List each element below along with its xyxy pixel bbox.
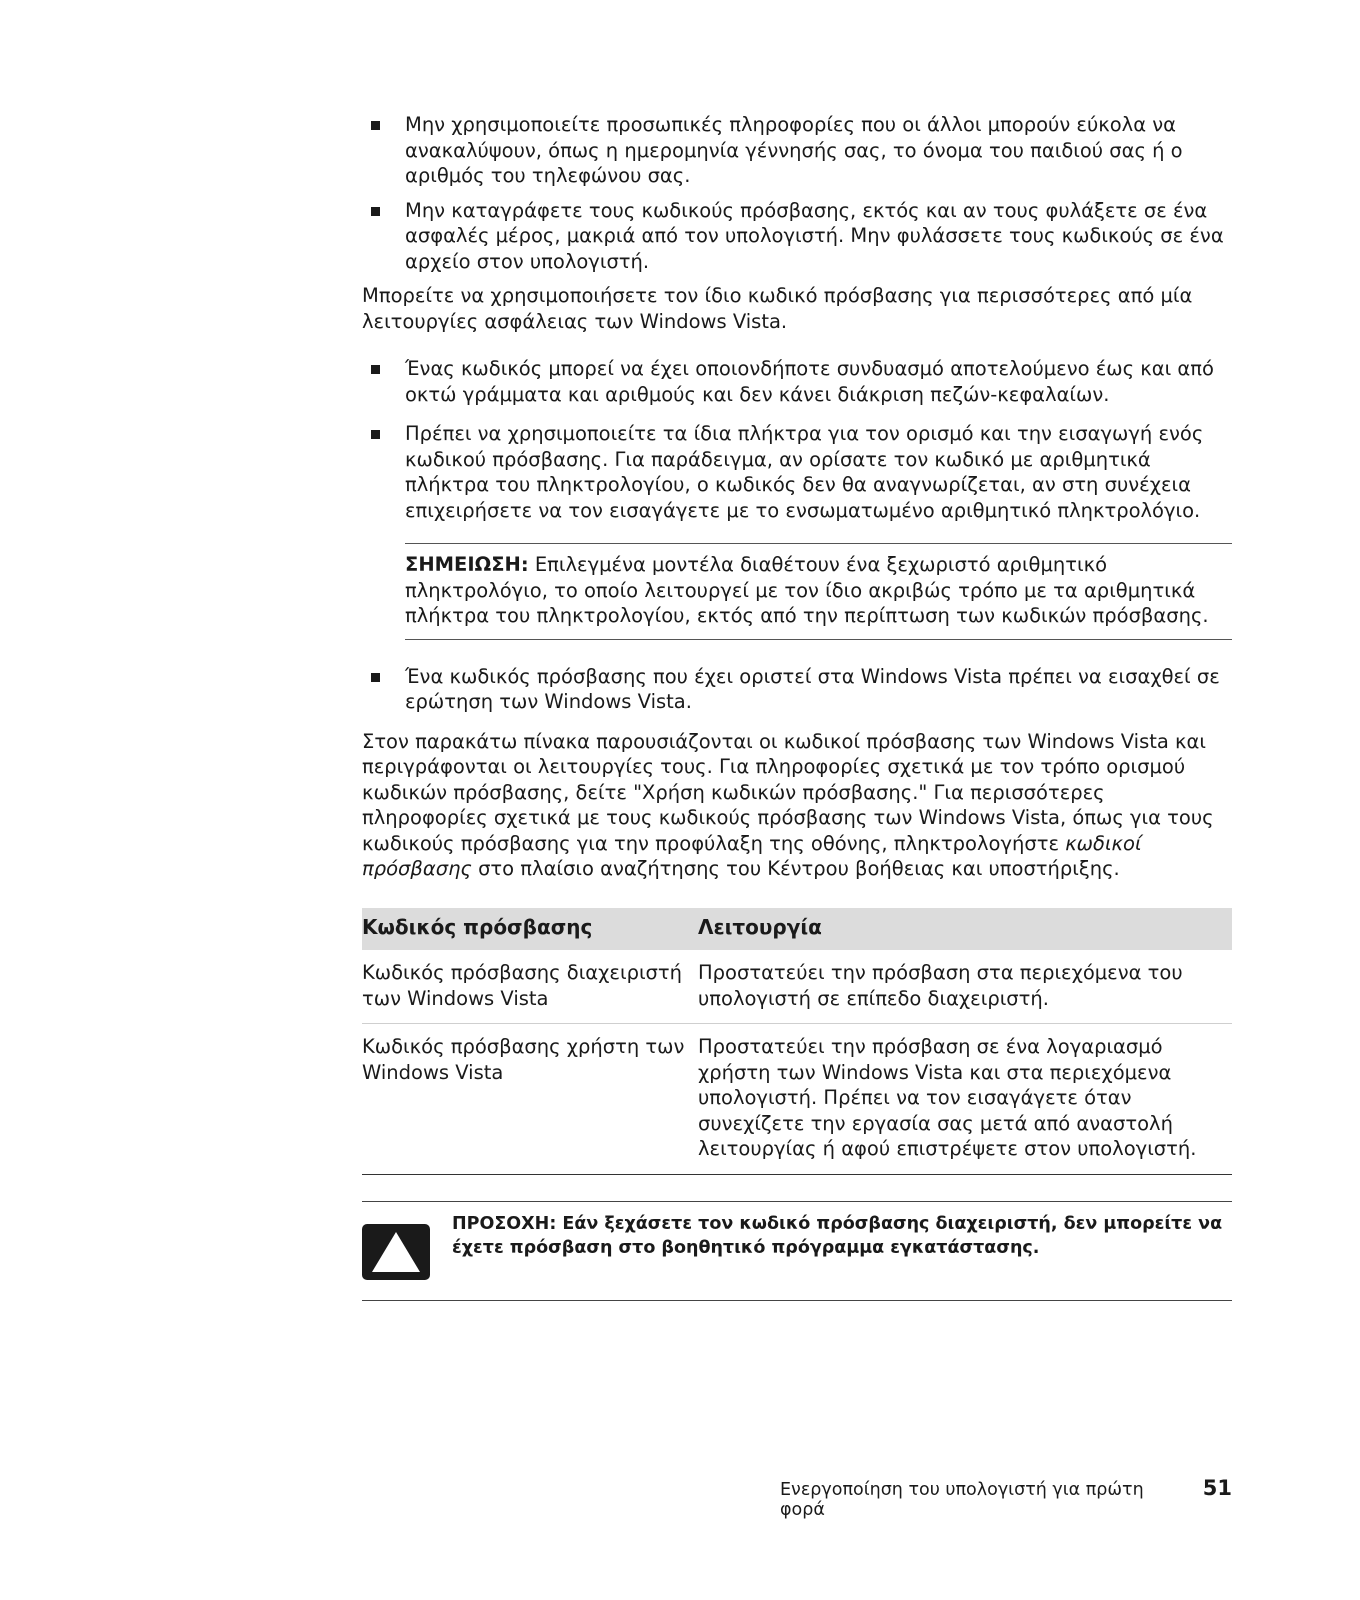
page-footer (780, 1476, 1232, 1520)
square-bullet-icon (371, 430, 380, 439)
list-item-text: Μην χρησιμοποιείτε προσωπικές πληροφορίες που οι άλλοι μπορούν εύκολα να ανακαλύψουν, όπως η ημερομηνία γέννησής σας, το όνομα του παιδιού σας ή ο αριθμός του τηλεφώνου σας. (405, 113, 1183, 187)
list-item (362, 356, 1232, 407)
square-bullet-icon (371, 365, 380, 374)
list-item (362, 664, 1232, 715)
page-number: 51 (1202, 1476, 1232, 1500)
square-bullet-icon (371, 207, 380, 216)
column-header-password: Κωδικός πρόσβασης (362, 908, 698, 951)
table-cell-function: Προστατεύει την πρόσβαση σε ένα λογαριασμό χρήστη των Windows Vista και στα περιεχόμενα υπολογιστή. Πρέπει να τον εισαγάγετε όταν συνεχίζετε την εργασία σας μετά από αναστολή λειτουργίας ή αφού επιστρέψετε στον υπολογιστή. (698, 1024, 1232, 1175)
intro-text-before: Στον παρακάτω πίνακα παρουσιάζονται οι κωδικοί πρόσβασης των Windows Vista και περιγράφονται οι λειτουργίες τους. Για πληροφορίες σχετικά με τον τρόπο ορισμού κωδικών πρόσβασης, δείτε "Χρήση κωδικών πρόσβασης." Για περισσότερες πληροφορίες σχετικά με τους κωδικούς πρόσβασης των Windows Vista, όπως για τους κωδικούς πρόσβασης για την προφύλαξη της οθόνης, πληκτρολογήστε (362, 729, 1214, 855)
list-item-text: Ένας κωδικός μπορεί να έχει οποιονδήποτε συνδυασμό αποτελούμενο έως και από οκτώ γράμματα και αριθμούς και δεν κάνει διάκριση πεζών-κεφαλαίων. (405, 357, 1214, 406)
list-item-text: Μην καταγράφετε τους κωδικούς πρόσβασης, εκτός και αν τους φυλάξετε σε ένα ασφαλές μέρος, μακριά από τον υπολογιστή. Μην φυλάσσετε τους κωδικούς σε ένα αρχείο στον υπολογιστή. (405, 198, 1224, 273)
square-bullet-icon (371, 673, 380, 682)
bullet-list-bottom (362, 664, 1232, 715)
table-row (362, 1024, 1232, 1175)
paragraph-table-intro (362, 729, 1232, 882)
password-table (362, 908, 1232, 1175)
square-bullet-icon (371, 121, 380, 130)
caution-box (362, 1201, 1232, 1301)
footer-chapter-title: Ενεργοποίηση του υπολογιστή για πρώτη φορά (780, 1480, 1144, 1520)
note-label: ΣΗΜΕΙΩΣΗ: (405, 553, 529, 576)
bullet-list-top (362, 112, 1232, 274)
warning-triangle-icon (362, 1224, 430, 1280)
table-cell-password: Κωδικός πρόσβασης διαχειριστή των Windows Vista (362, 950, 698, 1024)
note-text: Επιλεγμένα μοντέλα διαθέτουν ένα ξεχωριστό αριθμητικό πληκτρολόγιο, το οποίο λειτουργεί με τον ίδιο ακριβώς τρόπο με τα αριθμητικά πλήκτρα του πληκτρολογίου, εκτός από την περίπτωση των κωδικών πρόσβασης. (405, 553, 1209, 627)
table-header-row (362, 908, 1232, 951)
table-cell-password: Κωδικός πρόσβασης χρήστη των Windows Vista (362, 1024, 698, 1175)
table-row (362, 950, 1232, 1024)
paragraph-reuse: Μπορείτε να χρησιμοποιήσετε τον ίδιο κωδικό πρόσβασης για περισσότερες από μία λειτουργίες ασφάλειας των Windows Vista. (362, 284, 1193, 333)
intro-text-after: στο πλαίσιο αναζήτησης του Κέντρου βοήθειας και υποστήριξης. (471, 857, 1120, 880)
list-item (362, 112, 1232, 189)
caution-text: ΠΡΟΣΟΧΗ: Εάν ξεχάσετε τον κωδικό πρόσβασης διαχειριστή, δεν μπορείτε να έχετε πρόσβαση στο βοηθητικό πρόγραμμα εγκατάστασης. (452, 1213, 1223, 1258)
list-item-text: Πρέπει να χρησιμοποιείτε τα ίδια πλήκτρα για τον ορισμό και την εισαγωγή ενός κωδικού πρόσβασης. Για παράδειγμα, αν ορίσατε τον κωδικό με αριθμητικά πλήκτρα του πληκτρολογίου, ο κωδικός δεν θα αναγνωρίζεται, αν στη συνέχεια επιχειρήσετε να τον εισαγάγετε με το ενσωματωμένο αριθμητικό πληκτρολόγιο. (405, 422, 1204, 522)
list-item (362, 421, 1232, 523)
bullet-list-mid (362, 356, 1232, 523)
list-item-text: Ένα κωδικός πρόσβασης που έχει οριστεί στα Windows Vista πρέπει να εισαχθεί σε ερώτηση των Windows Vista. (405, 664, 1220, 713)
list-item (362, 198, 1232, 275)
intro-text-italic: κωδικοί πρόσβασης (362, 831, 1142, 880)
column-header-function: Λειτουργία (698, 908, 1232, 951)
table-cell-function: Προστατεύει την πρόσβαση στα περιεχόμενα του υπολογιστή σε επίπεδο διαχειριστή. (698, 950, 1232, 1024)
page-content (362, 112, 1232, 1301)
note-box (405, 543, 1232, 640)
